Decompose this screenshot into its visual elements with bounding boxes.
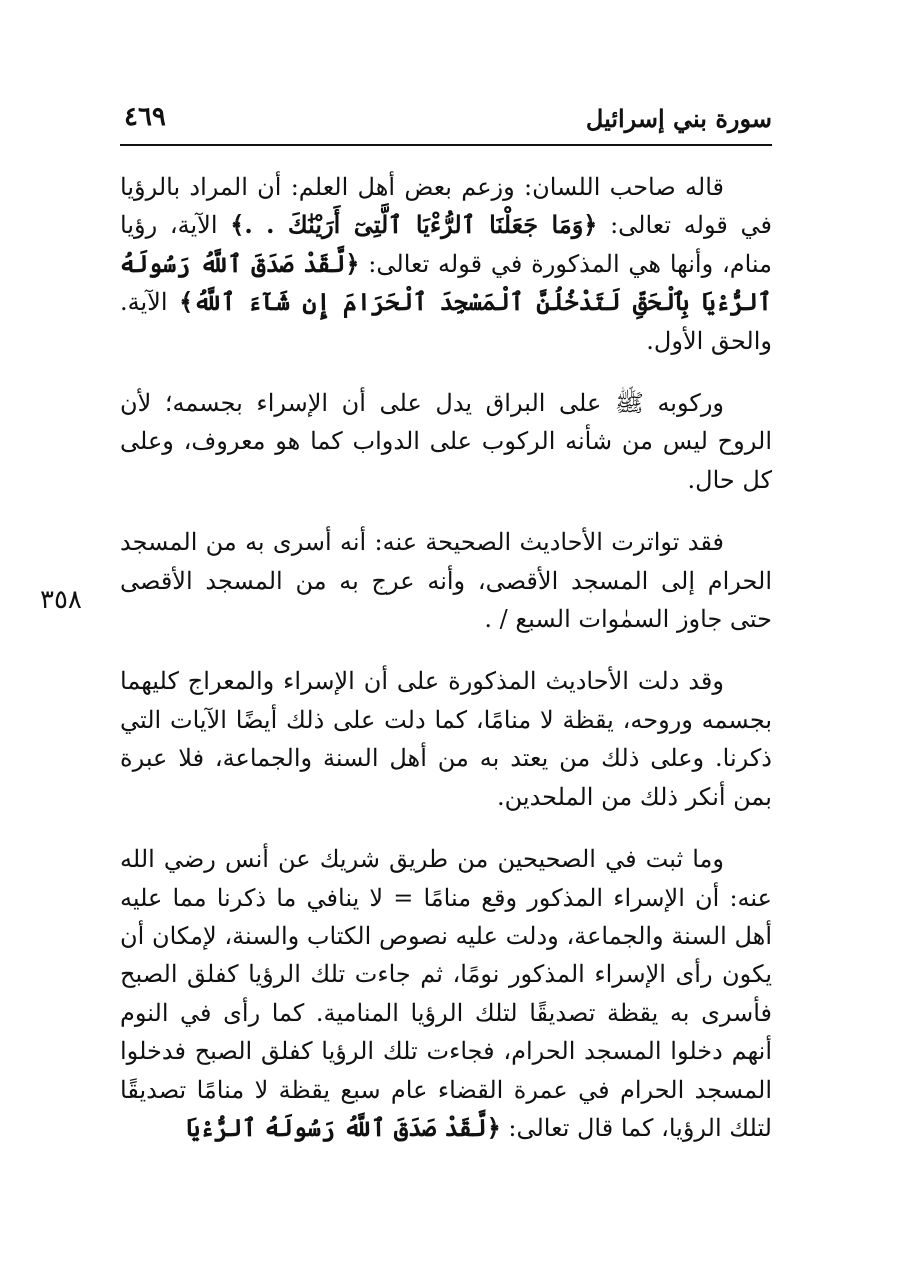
page-number: ٤٦٩ [124, 102, 166, 132]
text-run: وما ثبت في الصحيحين من طريق شريك عن أنس رضي الله عنه: أن الإسراء المذكور وقع منامًا = لا ينافي ما ذكرنا مما عليه أهل السنة والجماعة، ودلت عليه نصوص الكتاب والسنة، لإمكان أن يكون رأى الإسراء المذكور نومًا، ثم جاءت تلك الرؤيا كفلق الصبح فأسرى به يقظة تصديقًا لتلك الرؤيا المنامية. كما رأى في النوم أنهم دخلوا المسجد الحرام، فجاءت تلك الرؤيا كفلق الصبح فدخلوا المسجد الحرام في عمرة القضاء عام سبع يقظة لا منامًا تصديقًا لتلك الرؤيا، كما قال تعالى: [120, 845, 772, 1142]
paragraph-4 [120, 662, 772, 816]
text-run: الآية، رؤيا منام، وأنها هي المذكورة في قوله تعالى: [120, 211, 772, 278]
text-run: وركوبه ﷺ على البراق يدل على أن الإسراء بجسمه؛ لأن الروح ليس من شأنه الركوب على الدواب كما هو معروف، وعلى كل حال. [120, 389, 772, 494]
text-run: فقد تواترت الأحاديث الصحيحة عنه: أنه أسرى به من المسجد الحرام إلى المسجد الأقصى، وأنه عرج به من المسجد الأقصى حتى جاوز السمٰوات السبع / . [120, 528, 772, 634]
paragraph-3 [120, 523, 772, 638]
text-run: وقد دلت الأحاديث المذكورة على أن الإسراء والمعراج كليهما بجسمه وروحه، يقظة لا منامًا، كما دلت على ذلك أيضًا الآيات التي ذكرنا. وعلى ذلك من يعتد به من أهل السنة والجماعة، فلا عبرة بمن أنكر ذلك من الملحدين. [120, 667, 772, 811]
running-title: سورة بني إسرائيل [585, 104, 772, 133]
paragraph-5 [120, 840, 772, 1147]
margin-page-reference: ٣٥٨ [40, 585, 82, 615]
quran-verse: ﴿لَّقَدْ صَدَقَ ٱللَّهُ رَسُولَهُ ٱلرُّءْيَا بِٱلْحَقِّ لَتَدْخُلُنَّ ٱلْمَسْجِدَ ٱلْحَرَامَ إِن شَآءَ ٱللَّهُ﴾ [120, 248, 772, 317]
paragraph-2 [120, 384, 772, 499]
quran-verse: ﴿وَمَا جَعَلْنَا ٱلرُّءْيَا ٱلَّتِىٓ أَرَيْنَٰكَ . .﴾ [230, 210, 598, 240]
page-header [120, 100, 772, 146]
text-run: الآية. والحق الأول. [120, 288, 772, 355]
text-run: قاله صاحب اللسان: وزعم بعض أهل العلم: أن المراد بالرؤيا في قوله تعالى: [120, 173, 773, 240]
body-text [120, 168, 772, 1171]
quran-verse: ﴿لَّقَدْ صَدَقَ ٱللَّهُ رَسُولَهُ ٱلرُّءْيَا [186, 1112, 501, 1142]
paragraph-1 [120, 168, 772, 360]
